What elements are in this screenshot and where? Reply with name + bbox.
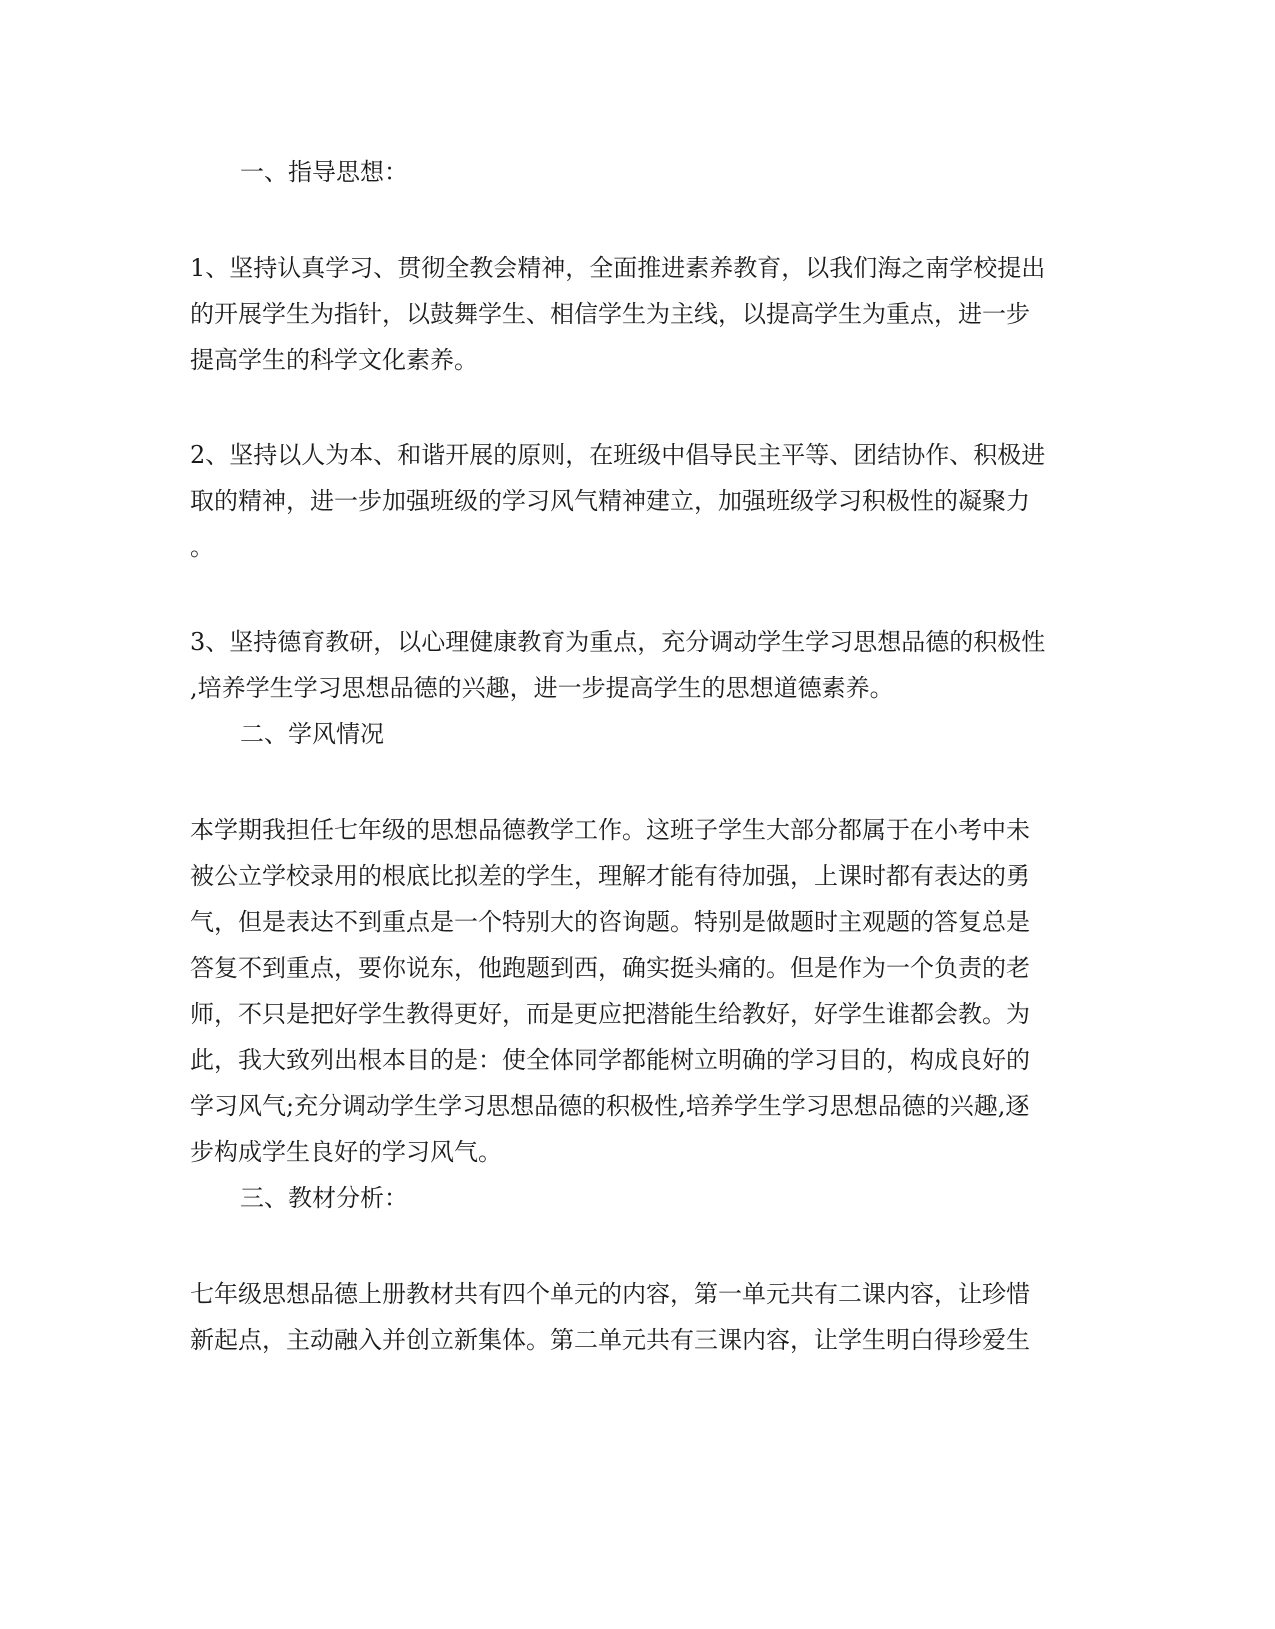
paragraph-line: 。 <box>190 533 214 561</box>
section-heading-textbook-analysis: 三、教材分析： <box>240 1184 408 1212</box>
paragraph-line: 本学期我担任七年级的思想品德教学工作。这班子学生大部分都属于在小考中未 <box>190 816 1030 844</box>
paragraph-line: 取的精神，进一步加强班级的学习风气精神建立，加强班级学习积极性的凝聚力 <box>190 487 1030 515</box>
section-heading-study-atmosphere: 二、学风情况 <box>240 720 384 748</box>
paragraph-line: 提高学生的科学文化素养。 <box>190 346 478 374</box>
paragraph-line: 3、坚持德育教研，以心理健康教育为重点，充分调动学生学习思想品德的积极性 <box>190 628 1046 656</box>
paragraph-line: 此，我大致列出根本目的是：使全体同学都能树立明确的学习目的，构成良好的 <box>190 1046 1030 1074</box>
paragraph-line: 学习风气;充分调动学生学习思想品德的积极性,培养学生学习思想品德的兴趣,逐 <box>190 1092 1030 1120</box>
section-heading-guiding-thought: 一、指导思想： <box>240 158 408 186</box>
paragraph-line: 的开展学生为指针，以鼓舞学生、相信学生为主线，以提高学生为重点，进一步 <box>190 300 1030 328</box>
paragraph-line: 师，不只是把好学生教得更好，而是更应把潜能生给教好，好学生谁都会教。为 <box>190 1000 1030 1028</box>
paragraph-line: 七年级思想品德上册教材共有四个单元的内容，第一单元共有二课内容，让珍惜 <box>190 1280 1030 1308</box>
paragraph-line: 气，但是表达不到重点是一个特别大的咨询题。特别是做题时主观题的答复总是 <box>190 908 1030 936</box>
paragraph-line: 答复不到重点，要你说东，他跑题到西，确实挺头痛的。但是作为一个负责的老 <box>190 954 1030 982</box>
paragraph-line: 新起点，主动融入并创立新集体。第二单元共有三课内容，让学生明白得珍爱生 <box>190 1326 1030 1354</box>
paragraph-line: 步构成学生良好的学习风气。 <box>190 1138 502 1166</box>
paragraph-line: 1、坚持认真学习、贯彻全教会精神，全面推进素养教育，以我们海之南学校提出 <box>190 254 1046 282</box>
paragraph-line: 2、坚持以人为本、和谐开展的原则，在班级中倡导民主平等、团结协作、积极进 <box>190 441 1046 469</box>
paragraph-line: ,培养学生学习思想品德的兴趣，进一步提高学生的思想道德素养。 <box>190 674 894 702</box>
paragraph-line: 被公立学校录用的根底比拟差的学生，理解才能有待加强，上课时都有表达的勇 <box>190 862 1030 890</box>
